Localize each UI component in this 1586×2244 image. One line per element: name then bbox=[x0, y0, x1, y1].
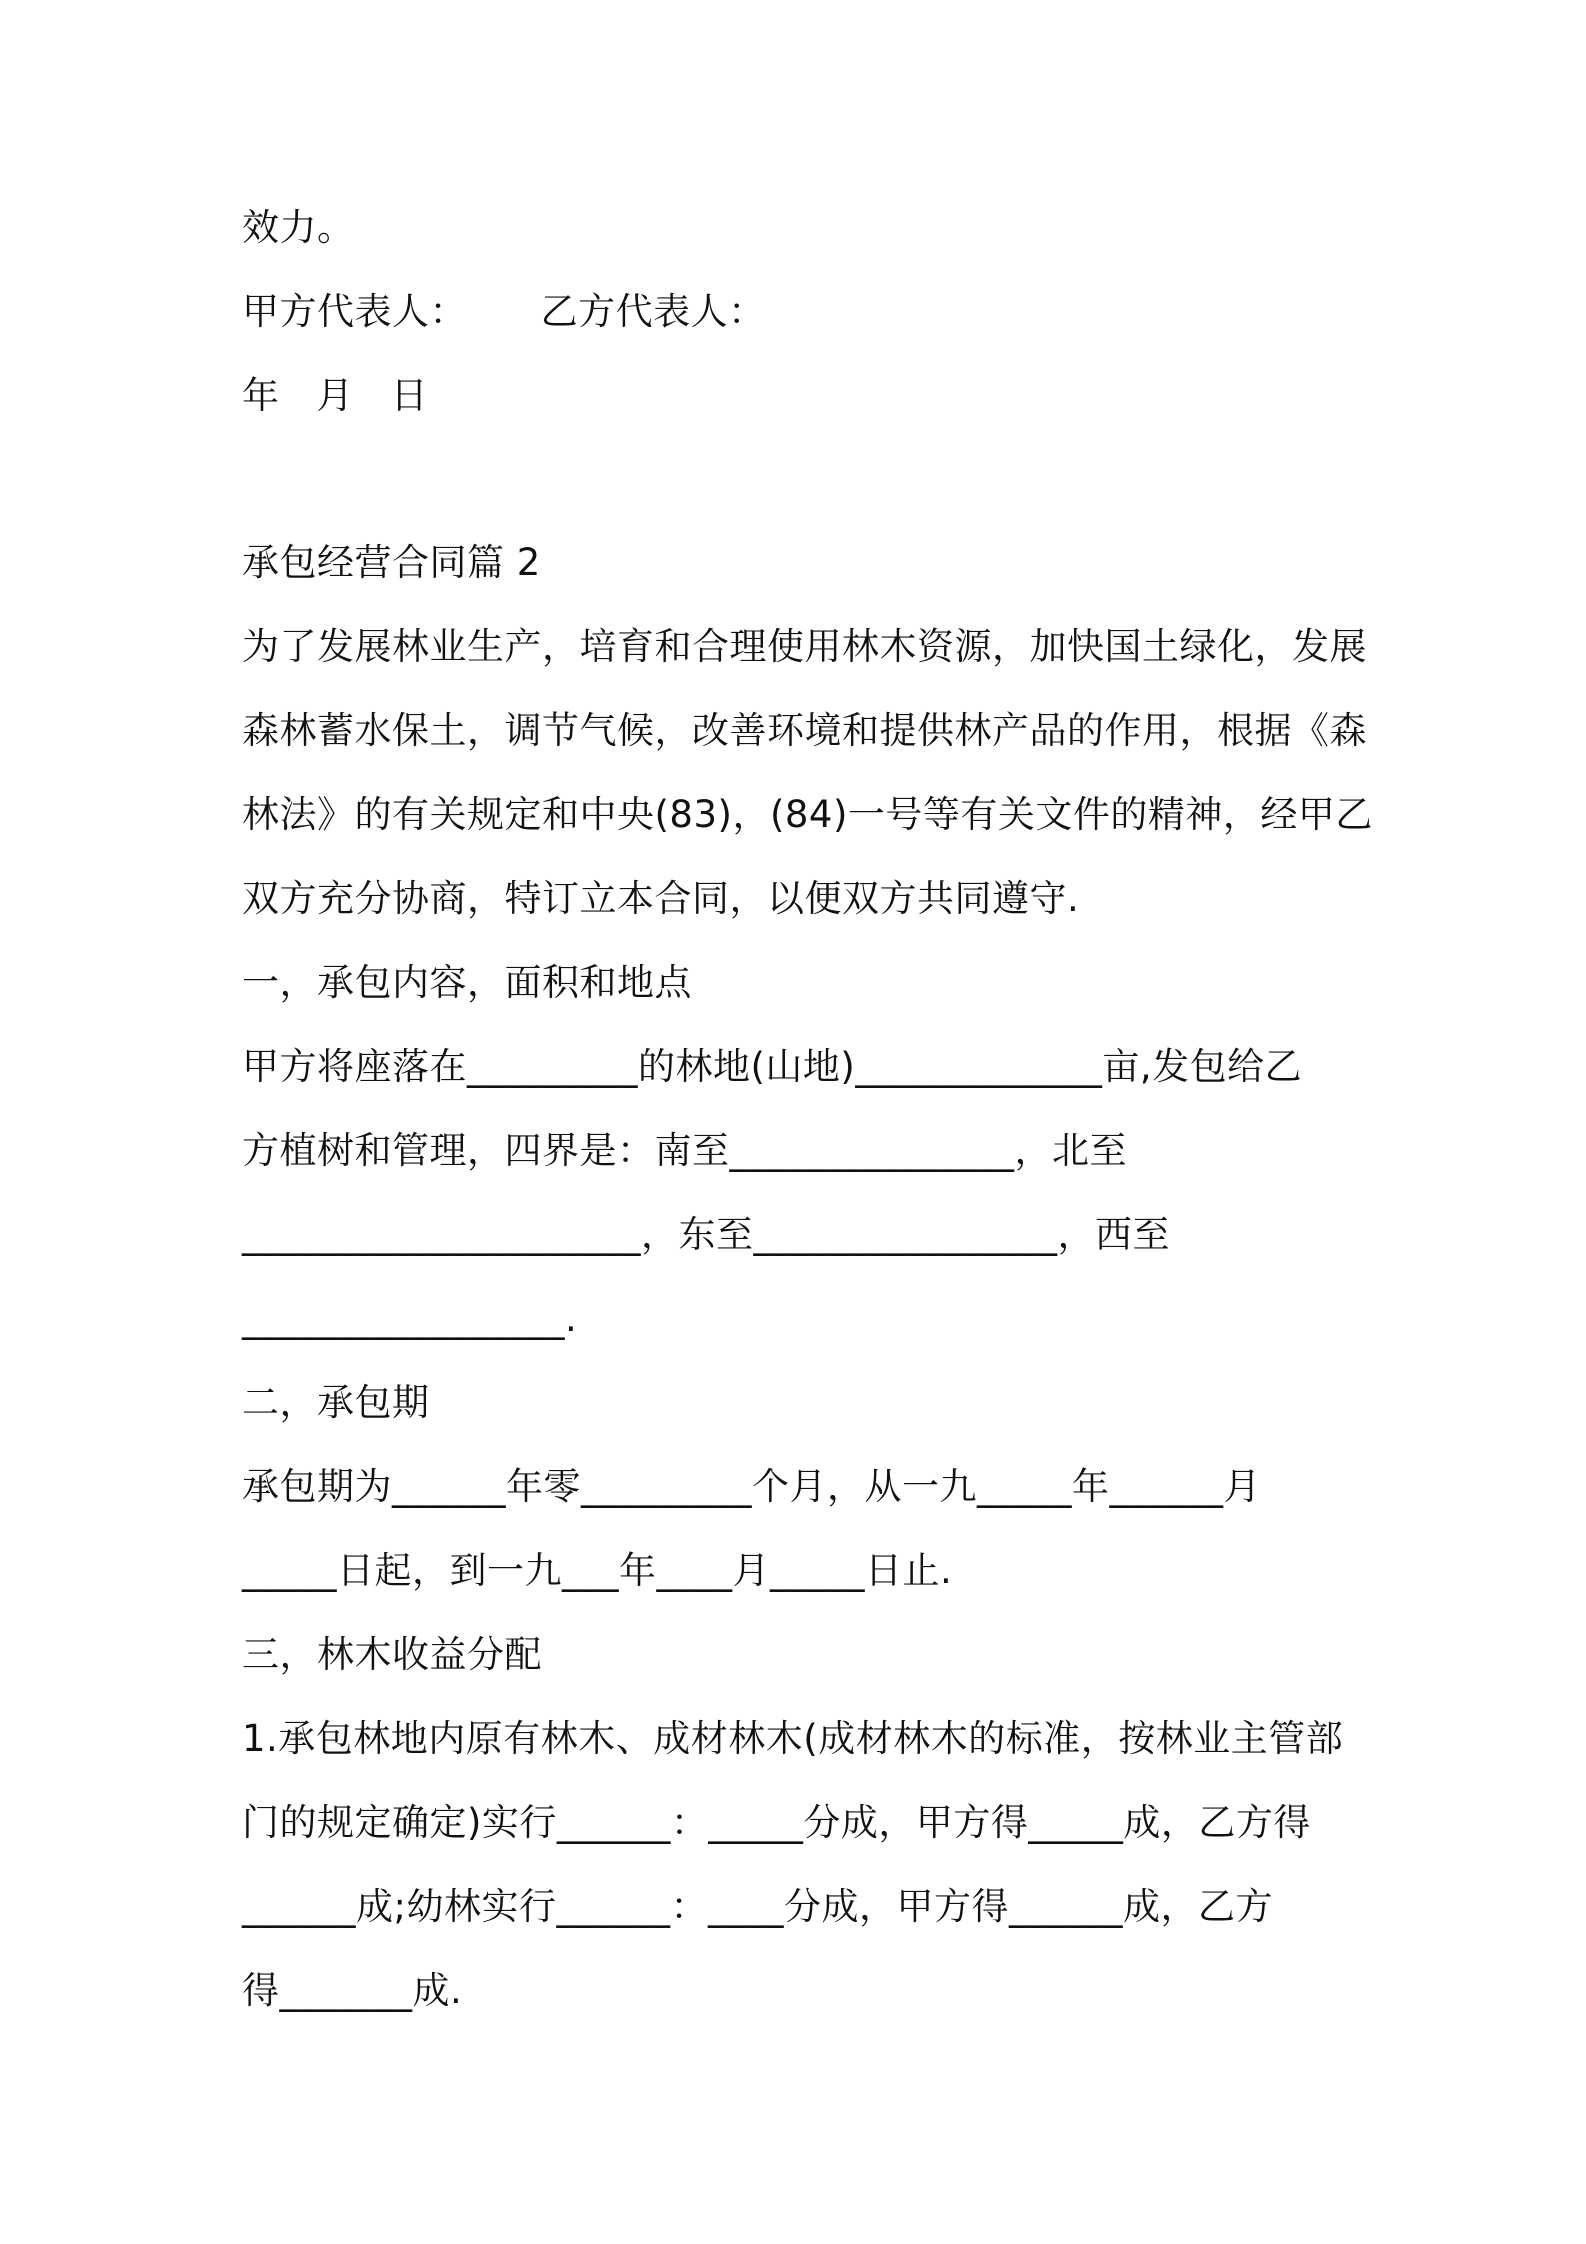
text-line: 森林蓄水保土，调节气候，改善环境和提供林产品的作用，根据《森 bbox=[242, 709, 1367, 752]
section-title: 承包经营合同篇 2 bbox=[242, 541, 541, 584]
heading-line: 一，承包内容，面积和地点 bbox=[242, 961, 692, 1004]
heading-line: 二，承包期 bbox=[242, 1381, 430, 1424]
signature-line: 甲方代表人： 乙方代表人： bbox=[242, 290, 766, 333]
text-line: 为了发展林业生产，培育和合理使用林木资源，加快国土绿化，发展 bbox=[242, 625, 1367, 668]
text-line: ______成;幼林实行______：____分成，甲方得______成，乙方 bbox=[242, 1885, 1273, 1928]
text-line: 承包期为______年零_________个月，从一九_____年______月 bbox=[242, 1465, 1261, 1508]
text-line: _____________________，东至________________，西至 bbox=[242, 1213, 1170, 1256]
date-line: 年 月 日 bbox=[242, 374, 429, 417]
text-line: 得_______成. bbox=[242, 1969, 463, 2012]
text-line: 效力。 bbox=[242, 206, 355, 249]
text-line: _____日起，到一九___年____月_____日止. bbox=[242, 1549, 953, 1592]
text-line: 甲方将座落在_________的林地(山地)_____________亩,发包给乙 bbox=[242, 1045, 1303, 1088]
text-line: 方植树和管理，四界是：南至_______________，北至 bbox=[242, 1129, 1127, 1172]
text-line: 林法》的有关规定和中央(83)，(84)一号等有关文件的精神，经甲乙 bbox=[242, 793, 1373, 836]
heading-line: 三，林木收益分配 bbox=[242, 1633, 542, 1676]
text-line: 1.承包林地内原有林木、成材林木(成材林木的标准，按林业主管部 bbox=[242, 1717, 1344, 1760]
text-line: _________________. bbox=[242, 1297, 578, 1340]
text-line: 双方充分协商，特订立本合同，以便双方共同遵守. bbox=[242, 877, 1080, 920]
text-line: 门的规定确定)实行______：_____分成，甲方得_____成，乙方得 bbox=[242, 1801, 1311, 1844]
